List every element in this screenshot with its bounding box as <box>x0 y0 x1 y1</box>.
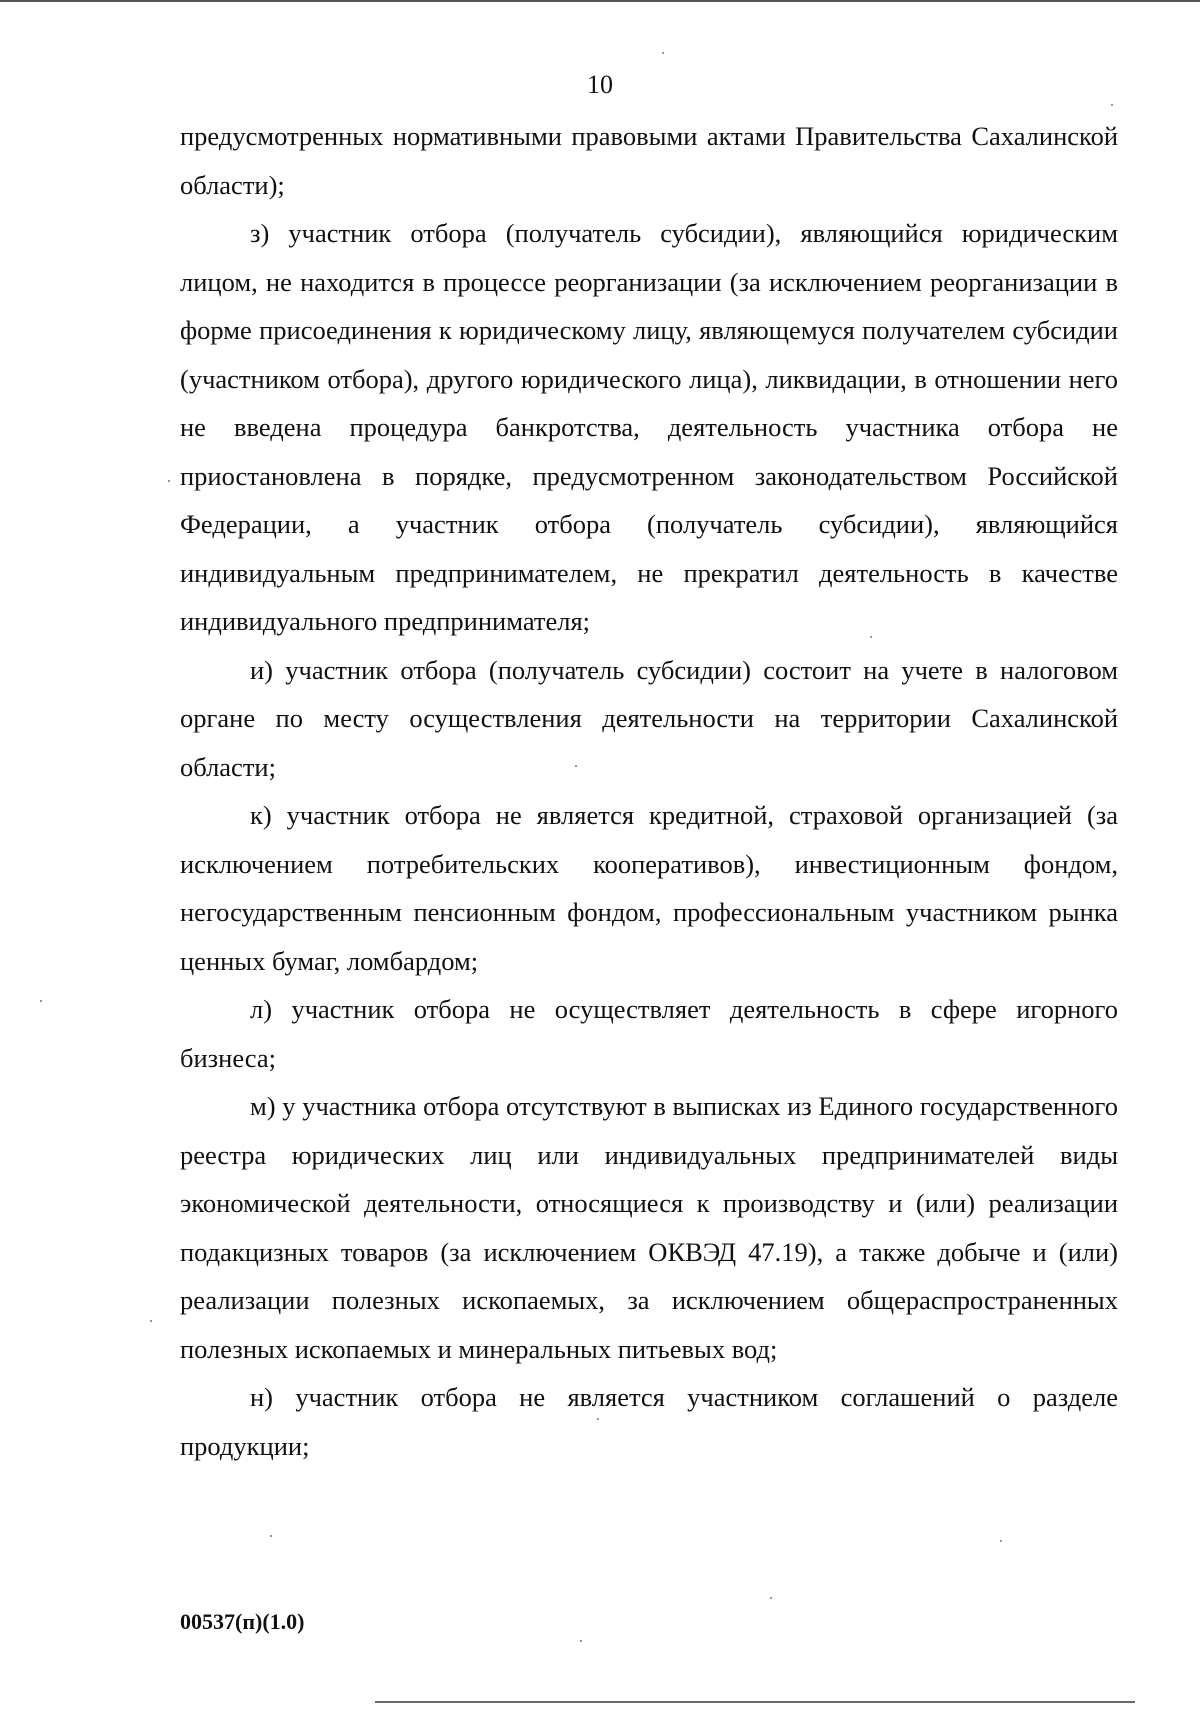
scan-speck <box>580 1640 582 1642</box>
document-code: 00537(п)(1.0) <box>180 1609 305 1634</box>
paragraph-z: з) участник отбора (получатель субсидии), являющийся юридическим лицом, не находится в процессе реорганизации (за исключением реорганизации в форме присоединения к юридическому лицу, являющемуся получателем субсидии (участником отбора), другого юридического лица), ликвидации, в отношении него не введена процедура банкротства, деятельность участника отбора не приостановлена в порядке, предусмотренном законодательством Российской Федерации, а участник отбора (получатель субсидии), являющийся индивидуальным предпринимателем, не прекратил деятельность в качестве индивидуального предпринимателя; <box>180 218 1118 636</box>
scan-speck <box>150 1320 152 1322</box>
scan-speck <box>1111 104 1113 106</box>
scan-speck <box>168 480 170 482</box>
scan-speck <box>870 636 872 638</box>
paragraph-n: н) участник отбора не является участником соглашений о разделе продукции; <box>180 1382 1118 1461</box>
page-number: 10 <box>587 70 613 99</box>
scan-speck <box>270 1535 272 1537</box>
scan-speck <box>1000 1540 1002 1542</box>
top-edge-line <box>0 0 1200 2</box>
scan-speck <box>40 1000 42 1002</box>
document-body <box>180 112 1118 1470</box>
paragraph-m: м) у участника отбора отсутствуют в выписках из Единого государственного реестра юридических лиц или индивидуальных предпринимателей виды экономической деятельности, относящиеся к производству и (или) реализации подакцизных товаров (за исключением ОКВЭД 47.19), а также добыче и (или) реализации полезных ископаемых, за исключением общераспространенных полезных ископаемых и минеральных питьевых вод; <box>180 1091 1118 1364</box>
paragraph-continuation: предусмотренных нормативными правовыми актами Правительства Сахалинской области); <box>180 121 1118 200</box>
bottom-edge-line <box>375 1701 1135 1703</box>
scan-speck <box>662 52 664 54</box>
scan-speck <box>575 765 577 767</box>
paragraph-l: л) участник отбора не осуществляет деятельность в сфере игорного бизнеса; <box>180 994 1118 1073</box>
scan-speck <box>770 1597 772 1599</box>
scan-speck <box>597 1418 599 1420</box>
paragraph-k: к) участник отбора не является кредитной, страховой организацией (за исключением потребительских кооперативов), инвестиционным фондом, негосударственным пенсионным фондом, профессиональным участником рынка ценных бумаг, ломбардом; <box>180 800 1118 976</box>
paragraph-i: и) участник отбора (получатель субсидии) состоит на учете в налоговом органе по месту осуществления деятельности на территории Сахалинской области; <box>180 654 1118 782</box>
